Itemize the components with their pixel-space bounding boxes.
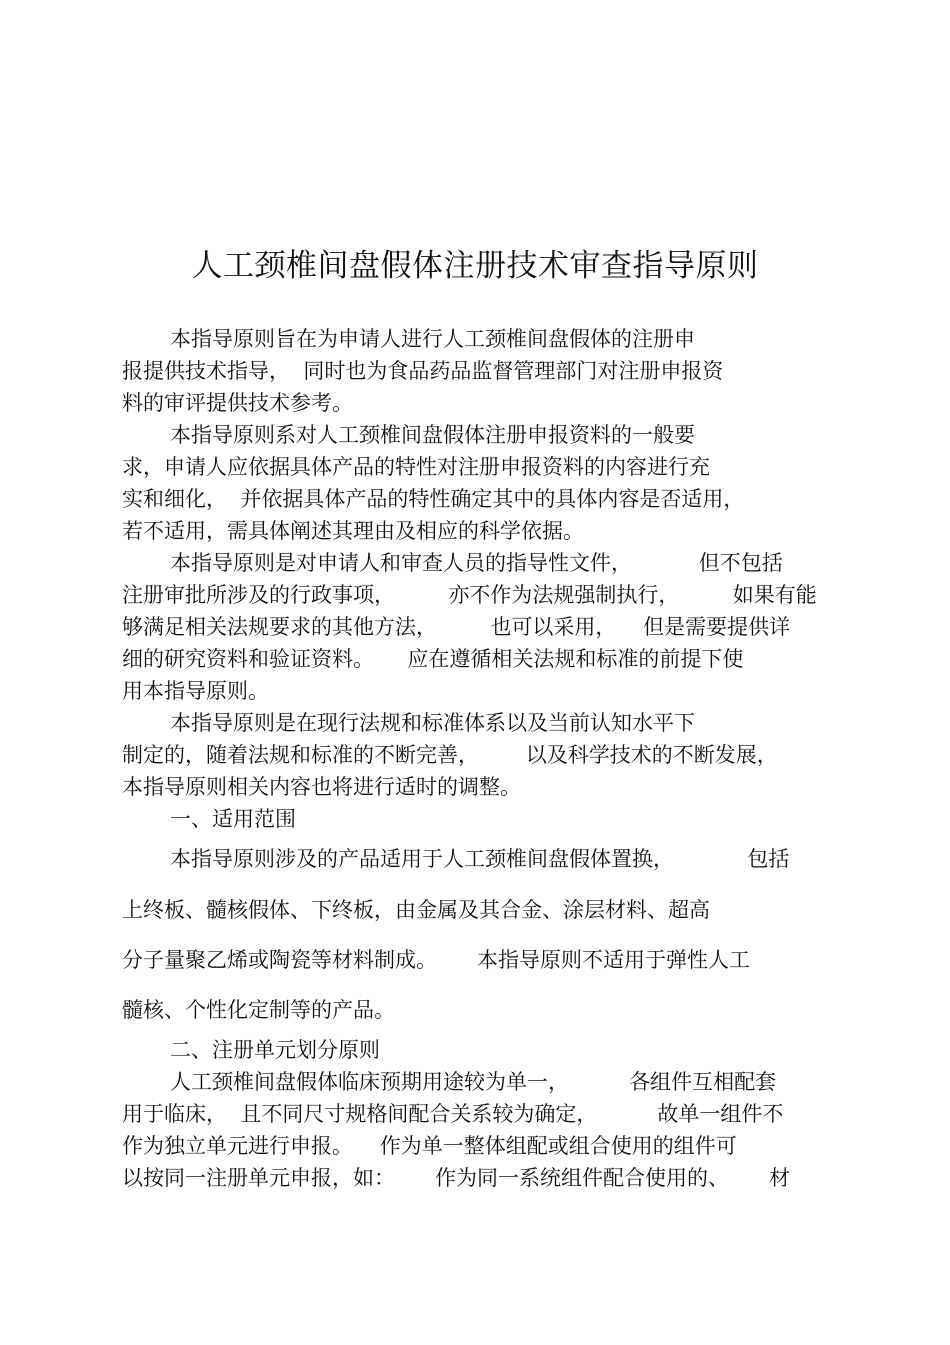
text-line: 注册审批所涉及的行政事项， 亦不作为法规强制执行， 如果有能: [122, 583, 817, 607]
text-line: 细的研究资料和验证资料。 应在遵循相关法规和标准的前提下使: [122, 647, 744, 671]
text-line: 本指导原则涉及的产品适用于人工颈椎间盘假体置换， 包括: [170, 847, 790, 871]
text-line: 本指导原则相关内容也将进行适时的调整。: [122, 775, 521, 799]
text-line: 以按同一注册单元申报，如： 作为同一系统组件配合使用的、 材: [122, 1166, 791, 1190]
text-line: 报提供技术指导， 同时也为食品药品监督管理部门对注册申报资: [122, 359, 724, 383]
text-line: 本指导原则是在现行法规和标准体系以及当前认知水平下: [170, 711, 695, 735]
text-line: 髓核、个性化定制等的产品。: [122, 998, 395, 1022]
text-line: 本指导原则是对申请人和审查人员的指导性文件， 但不包括: [170, 551, 783, 575]
text-line: 制定的，随着法规和标准的不断完善， 以及科学技术的不断发展，: [122, 743, 778, 767]
section-heading: 一、适用范围: [170, 807, 296, 831]
text-line: 求，申请人应依据具体产品的特性对注册申报资料的内容进行充: [122, 455, 710, 479]
text-line: 作为独立单元进行申报。 作为单一整体组配或组合使用的组件可: [122, 1134, 737, 1158]
page-title: 人工颈椎间盘假体注册技术审查指导原则: [191, 248, 759, 284]
text-line: 人工颈椎间盘假体临床预期用途较为单一， 各组件互相配套: [170, 1070, 777, 1094]
section-heading: 二、注册单元划分原则: [170, 1038, 380, 1062]
text-line: 本指导原则系对人工颈椎间盘假体注册申报资料的一般要: [170, 423, 695, 447]
text-line: 分子量聚乙烯或陶瓷等材料制成。 本指导原则不适用于弹性人工: [122, 948, 751, 972]
text-line: 上终板、髓核假体、下终板，由金属及其合金、涂层材料、超高: [122, 898, 710, 922]
text-line: 本指导原则旨在为申请人进行人工颈椎间盘假体的注册申: [170, 327, 695, 351]
text-line: 够满足相关法规要求的其他方法， 也可以采用， 但是需要提供详: [122, 615, 791, 639]
text-line: 用于临床， 且不同尺寸规格间配合关系较为确定， 故单一组件不: [122, 1102, 784, 1126]
text-line: 用本指导原则。: [122, 679, 269, 703]
text-line: 若不适用，需具体阐述其理由及相应的科学依据。: [122, 519, 584, 543]
text-line: 料的审评提供技术参考。: [122, 391, 353, 415]
text-line: 实和细化， 并依据具体产品的特性确定其中的具体内容是否适用，: [122, 487, 745, 511]
